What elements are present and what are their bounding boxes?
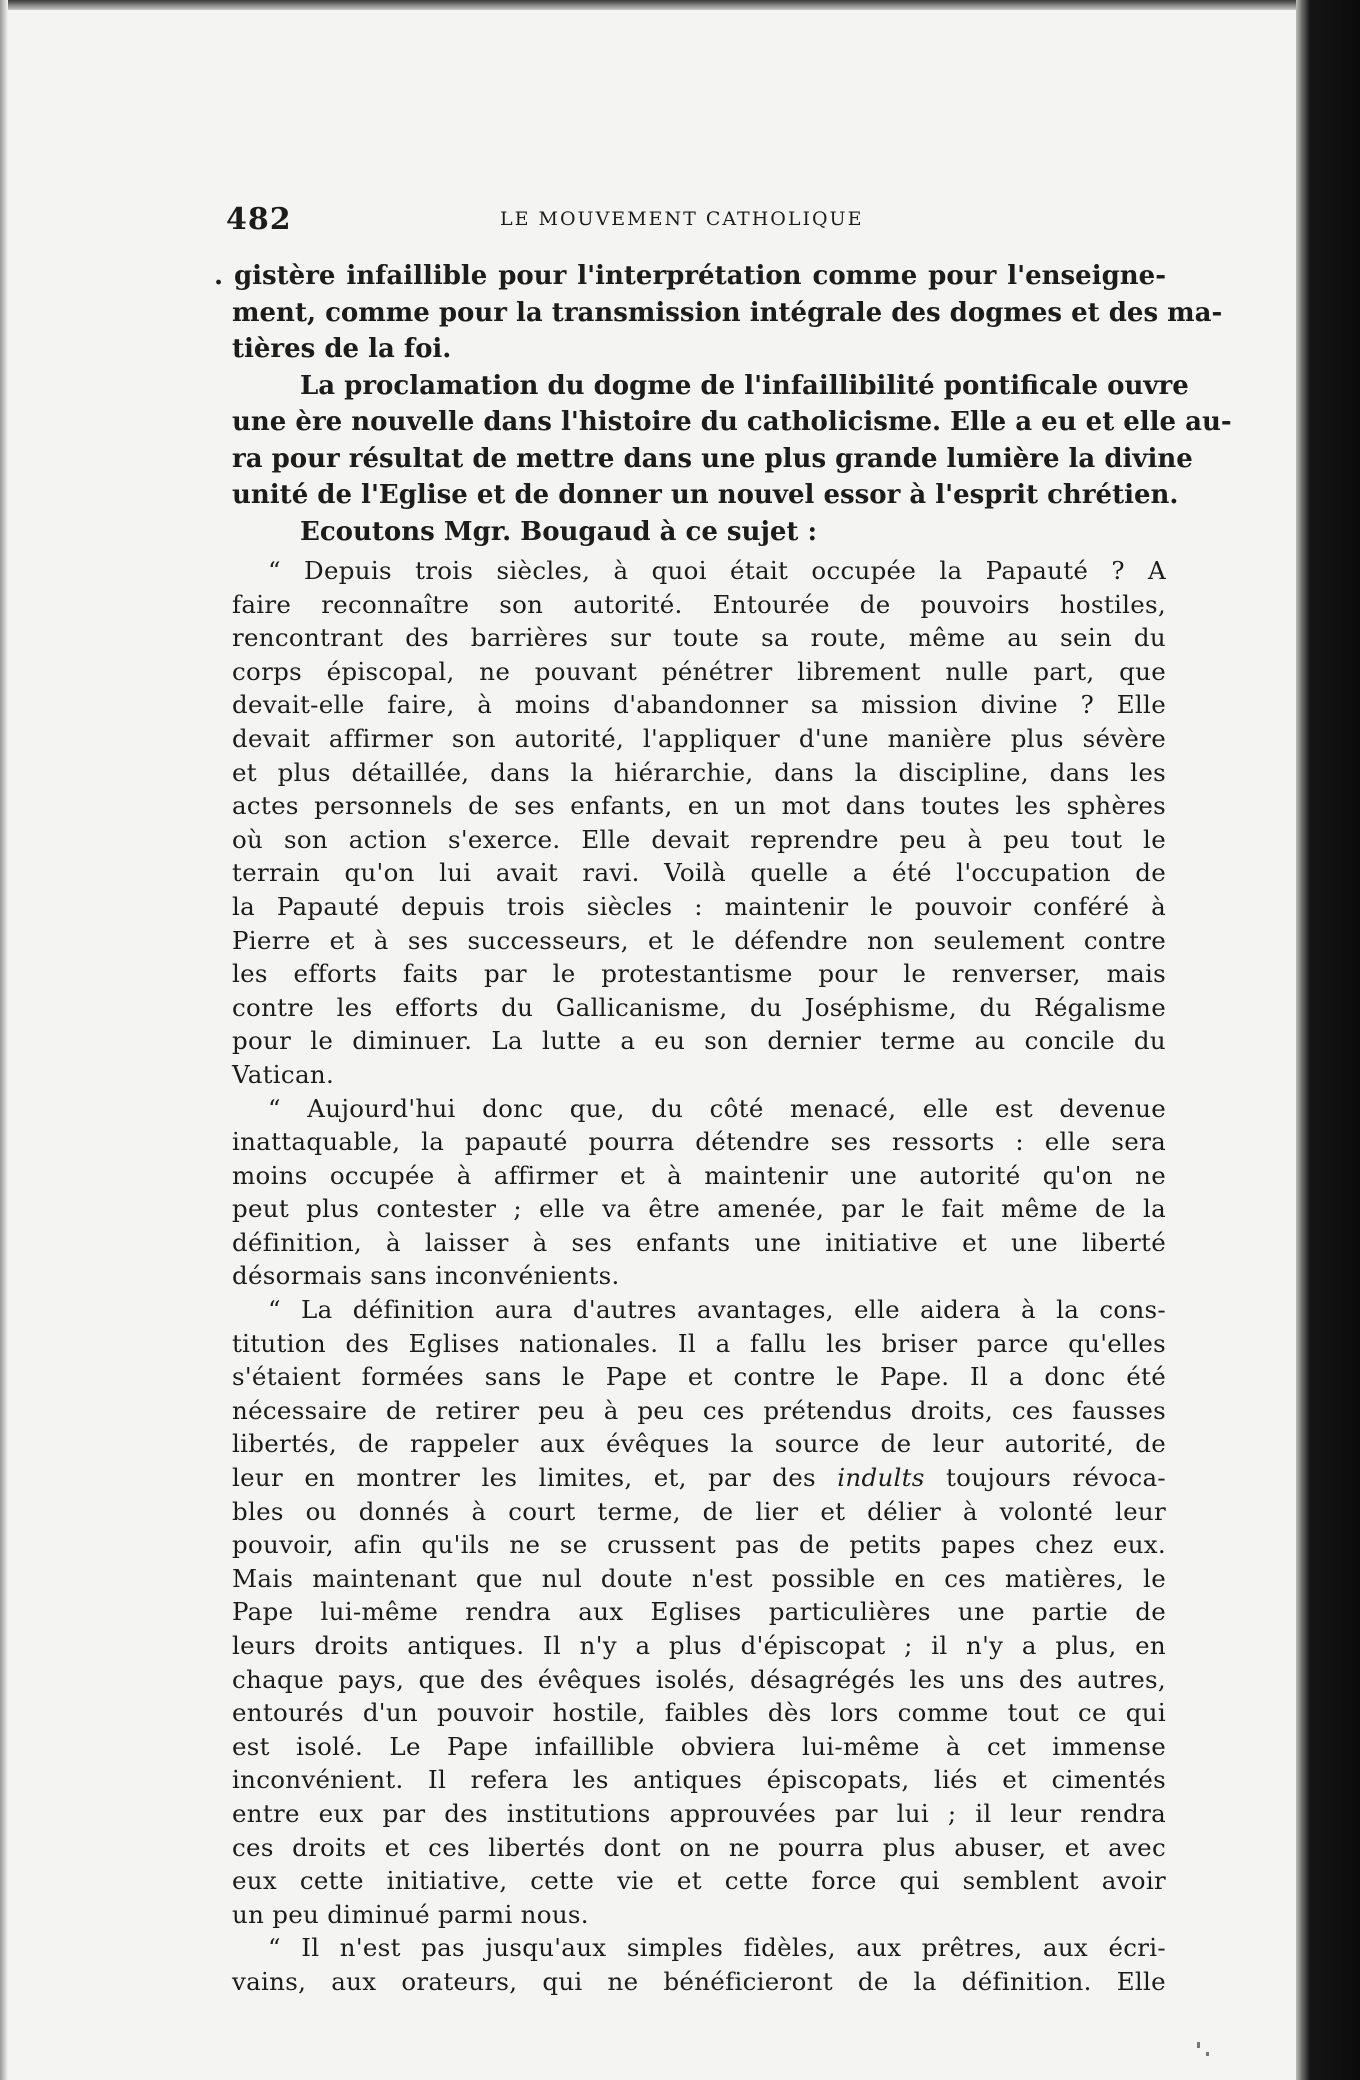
quote-line: un peu diminué parmi nous. [232, 1899, 589, 1929]
quote-line: vains, aux orateurs, qui ne bénéficieront de la définition. Elle [232, 1966, 1166, 1996]
quote-line: Pierre et à ses successeurs, et le défendre non seulement contre [232, 925, 1166, 955]
scan-speck [1197, 2042, 1200, 2048]
quote-line: eux cette initiative, cette vie et cette force qui semblent avoir [232, 1866, 1166, 1896]
page-top-edge [0, 0, 1360, 10]
quote-line: “ Depuis trois siècles, à quoi était occupée la Papauté ? A [268, 556, 1166, 585]
quote-line: devait-elle faire, à moins d'abandonner sa mission divine ? Elle [232, 690, 1166, 720]
page-number: 482 [226, 202, 292, 237]
quote-line: titution des Eglises nationales. Il a fallu les briser parce qu'elles [232, 1328, 1166, 1358]
quote-line: “ Aujourd'hui donc que, du côté menacé, elle est devenue [268, 1093, 1166, 1123]
text-line: ment, comme pour la transmission intégrale des dogmes et des ma- [232, 297, 1223, 328]
quote-line: corps épiscopal, ne pouvant pénétrer librement nulle part, que [232, 656, 1166, 686]
text-line: tières de la foi. [232, 334, 452, 364]
quotation [232, 554, 1166, 1999]
quote-line: s'étaient formées sans le Pape et contre le Pape. Il a donc été [232, 1362, 1166, 1392]
running-head: LE MOUVEMENT CATHOLIQUE [500, 208, 864, 230]
paragraph-continuation [214, 258, 1223, 368]
text-line: La proclamation du dogme de l'infaillibilité pontificale ouvre [300, 370, 1189, 401]
quote-line: terrain qu'on lui avait ravi. Voilà quelle a été l'occupation de [232, 858, 1166, 888]
quote-line: ces droits et ces libertés dont on ne pourra plus abuser, et avec [232, 1832, 1166, 1862]
page-left-edge [0, 0, 8, 2080]
quote-line: actes personnels de ses enfants, en un mot dans toutes les sphères [232, 791, 1166, 821]
quote-paragraph-1 [232, 554, 1166, 1092]
quote-line: devait affirmer son autorité, l'appliquer d'une manière plus sévère [232, 723, 1166, 753]
quote-line: bles ou donnés à court terme, de lier et délier à volonté leur [232, 1496, 1166, 1526]
quote-line: contre les efforts du Gallicanisme, du Joséphisme, du Régalisme [232, 992, 1166, 1022]
book-spine-shadow [1296, 0, 1360, 2080]
quote-line: pour le diminuer. La lutte a eu son dernier terme au concile du [232, 1026, 1166, 1056]
quote-line: rencontrant des barrières sur toute sa route, même au sein du [232, 623, 1166, 653]
quote-line: les efforts faits par le protestantisme pour le renverser, mais [232, 959, 1166, 989]
quote-line: pouvoir, afin qu'ils ne se crussent pas de petits papes chez eux. [232, 1530, 1166, 1560]
quote-line-end: toujours révoca- [946, 1463, 1167, 1493]
quote-line: faire reconnaître son autorité. Entourée de pouvoirs hostiles, [232, 589, 1166, 619]
quote-line: peut plus contester ; elle va être amenée, par le fait même de la [232, 1194, 1166, 1224]
quote-line: Vatican. [232, 1059, 335, 1089]
quote-line-with-italic [232, 1461, 1166, 1495]
quote-line: libertés, de rappeler aux évêques la source de leur autorité, de [232, 1429, 1166, 1459]
quote-line: où son action s'exerce. Elle devait reprendre peu à peu tout le [232, 824, 1166, 854]
page-text [214, 258, 1232, 1999]
quote-line: moins occupée à affirmer et à maintenir une autorité qu'on ne [232, 1160, 1166, 1190]
quote-line: la Papauté depuis trois siècles : maintenir le pouvoir conféré à [232, 891, 1166, 921]
quote-paragraph-3 [232, 1293, 1166, 1931]
quote-line: entourés d'un pouvoir hostile, faibles dès lors comme tout ce qui [232, 1698, 1166, 1728]
quote-line: “ Il n'est pas jusqu'aux simples fidèles, aux prêtres, aux écri- [268, 1933, 1166, 1963]
text-line: Ecoutons Mgr. Bougaud à ce sujet : [300, 516, 818, 547]
text-line: . gistère infaillible pour l'interprétation comme pour l'enseigne- [214, 261, 1166, 291]
quote-paragraph-2 [232, 1092, 1166, 1294]
scan-speck [1206, 2052, 1209, 2056]
quote-line-start: leur en montrer les limites, et, par des [232, 1463, 816, 1493]
quote-line: inattaquable, la papauté pourra détendre ses ressorts : elle sera [232, 1127, 1166, 1157]
quote-line: inconvénient. Il refera les antiques épiscopats, liés et cimentés [232, 1765, 1166, 1795]
quote-line: “ La définition aura d'autres avantages, elle aidera à la cons- [268, 1295, 1166, 1325]
quote-line: Mais maintenant que nul doute n'est possible en ces matières, le [232, 1563, 1166, 1593]
quote-line: définition, à laisser à ses enfants une initiative et une liberté [232, 1227, 1166, 1257]
quote-line: et plus détaillée, dans la hiérarchie, dans la discipline, dans les [232, 757, 1166, 787]
text-line: unité de l'Eglise et de donner un nouvel essor à l'esprit chrétien. [232, 480, 1179, 510]
quote-paragraph-4 [232, 1931, 1166, 1998]
quote-line: nécessaire de retirer peu à peu ces prétendus droits, ces fausses [232, 1395, 1166, 1425]
quote-line: chaque pays, que des évêques isolés, désagrégés les uns des autres, [232, 1664, 1166, 1694]
text-line: une ère nouvelle dans l'histoire du catholicisme. Elle a eu et elle au- [232, 407, 1232, 437]
quote-line: leurs droits antiques. Il n'y a plus d'épiscopat ; il n'y a plus, en [232, 1631, 1166, 1660]
text-line: ra pour résultat de mettre dans une plus grande lumière la divine [232, 443, 1193, 474]
italic-word: indults [837, 1463, 925, 1493]
paragraph-intro-quote [232, 514, 1166, 551]
paragraph-proclamation [232, 368, 1232, 514]
quote-line: désormais sans inconvénients. [232, 1261, 620, 1291]
quote-line: Pape lui-même rendra aux Eglises particulières une partie de [232, 1597, 1166, 1627]
quote-line: entre eux par des institutions approuvées par lui ; il leur rendra [232, 1798, 1166, 1828]
page-header [226, 202, 1166, 242]
quote-line: est isolé. Le Pape infaillible obviera lui-même à cet immense [232, 1731, 1166, 1761]
